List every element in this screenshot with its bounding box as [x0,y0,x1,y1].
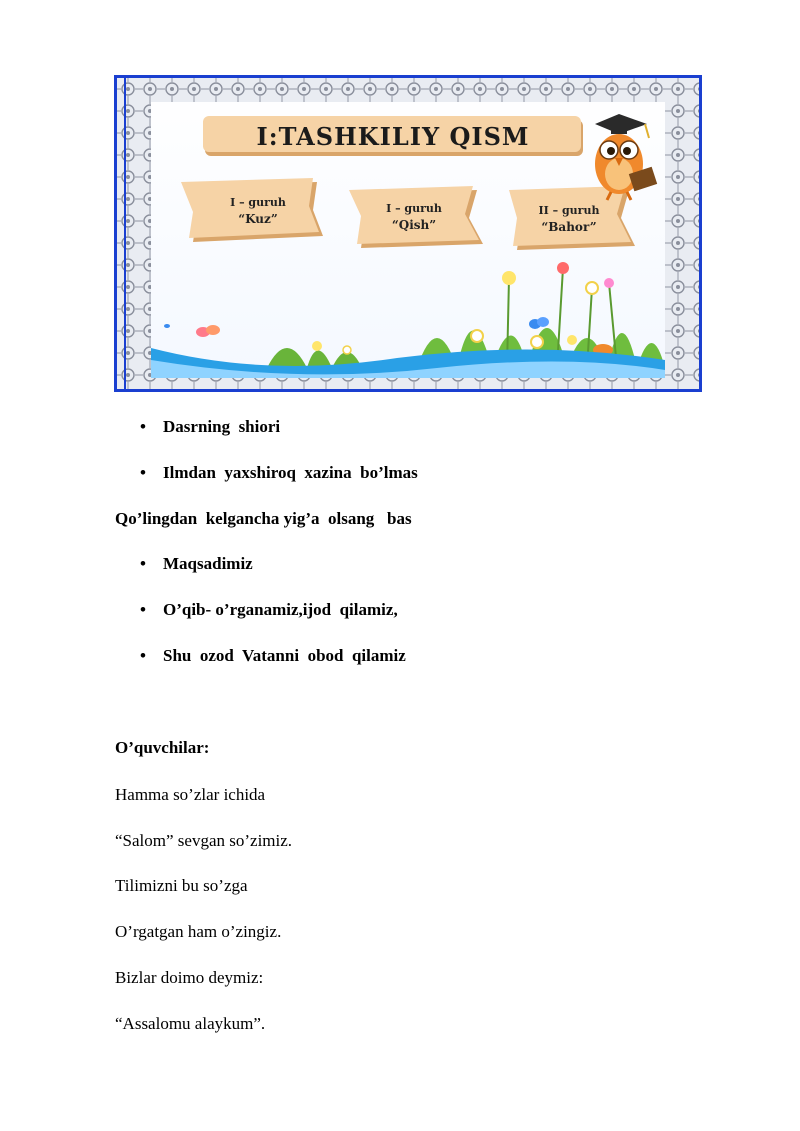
list-item [140,646,406,706]
group-name: “Qish” [391,218,437,232]
poem-line: Hamma so’zlar ichida [115,785,266,804]
poem-line: “Assalomu alaykum”. [115,1014,266,1033]
group-name: “Kuz” [238,212,278,226]
list-item-text: Shu ozod Vatanni obod qilamiz [163,646,406,665]
bullet-dot: • [140,554,146,573]
group-number: I – guruh [230,196,286,209]
group-number: I – guruh [386,202,442,215]
ornament-right [665,78,699,389]
poem-line: Tilimizni bu so’zga [115,876,248,895]
poem-line: Bizlar doimo deymiz: [115,968,264,987]
group-label-1 [203,194,313,228]
group-number: II – guruh [538,204,600,217]
bullet-dot: • [140,417,146,436]
list-item-text: Maqsadimiz [163,554,253,573]
ornament-left [117,78,151,389]
list-item-text: Dasrning shiori [163,417,281,436]
bullet-dot: • [140,646,146,665]
ornament-top [117,78,699,102]
list-item-text: O’qib- o’rganamiz,ijod qilamiz, [163,600,398,619]
section-heading: O’quvchilar: [115,738,210,757]
poem-line: “Salom” sevgan so’zimiz. [115,831,293,850]
poem-line: O’rgatgan ham o’zingiz. [115,922,282,941]
bullet-dot: • [140,600,146,619]
slide-title: I:TASHKILIY QISM [256,121,530,151]
group-label-3 [517,202,621,236]
group-name: “Bahor” [541,220,597,234]
group-label-2 [361,200,467,234]
motto-line: Qo’lingdan kelgancha yig’a olsang bas [115,509,412,528]
slide-image [114,75,702,392]
list-item-text: Ilmdan yaxshiroq xazina bo’lmas [163,463,418,482]
bullet-dot: • [140,463,146,482]
